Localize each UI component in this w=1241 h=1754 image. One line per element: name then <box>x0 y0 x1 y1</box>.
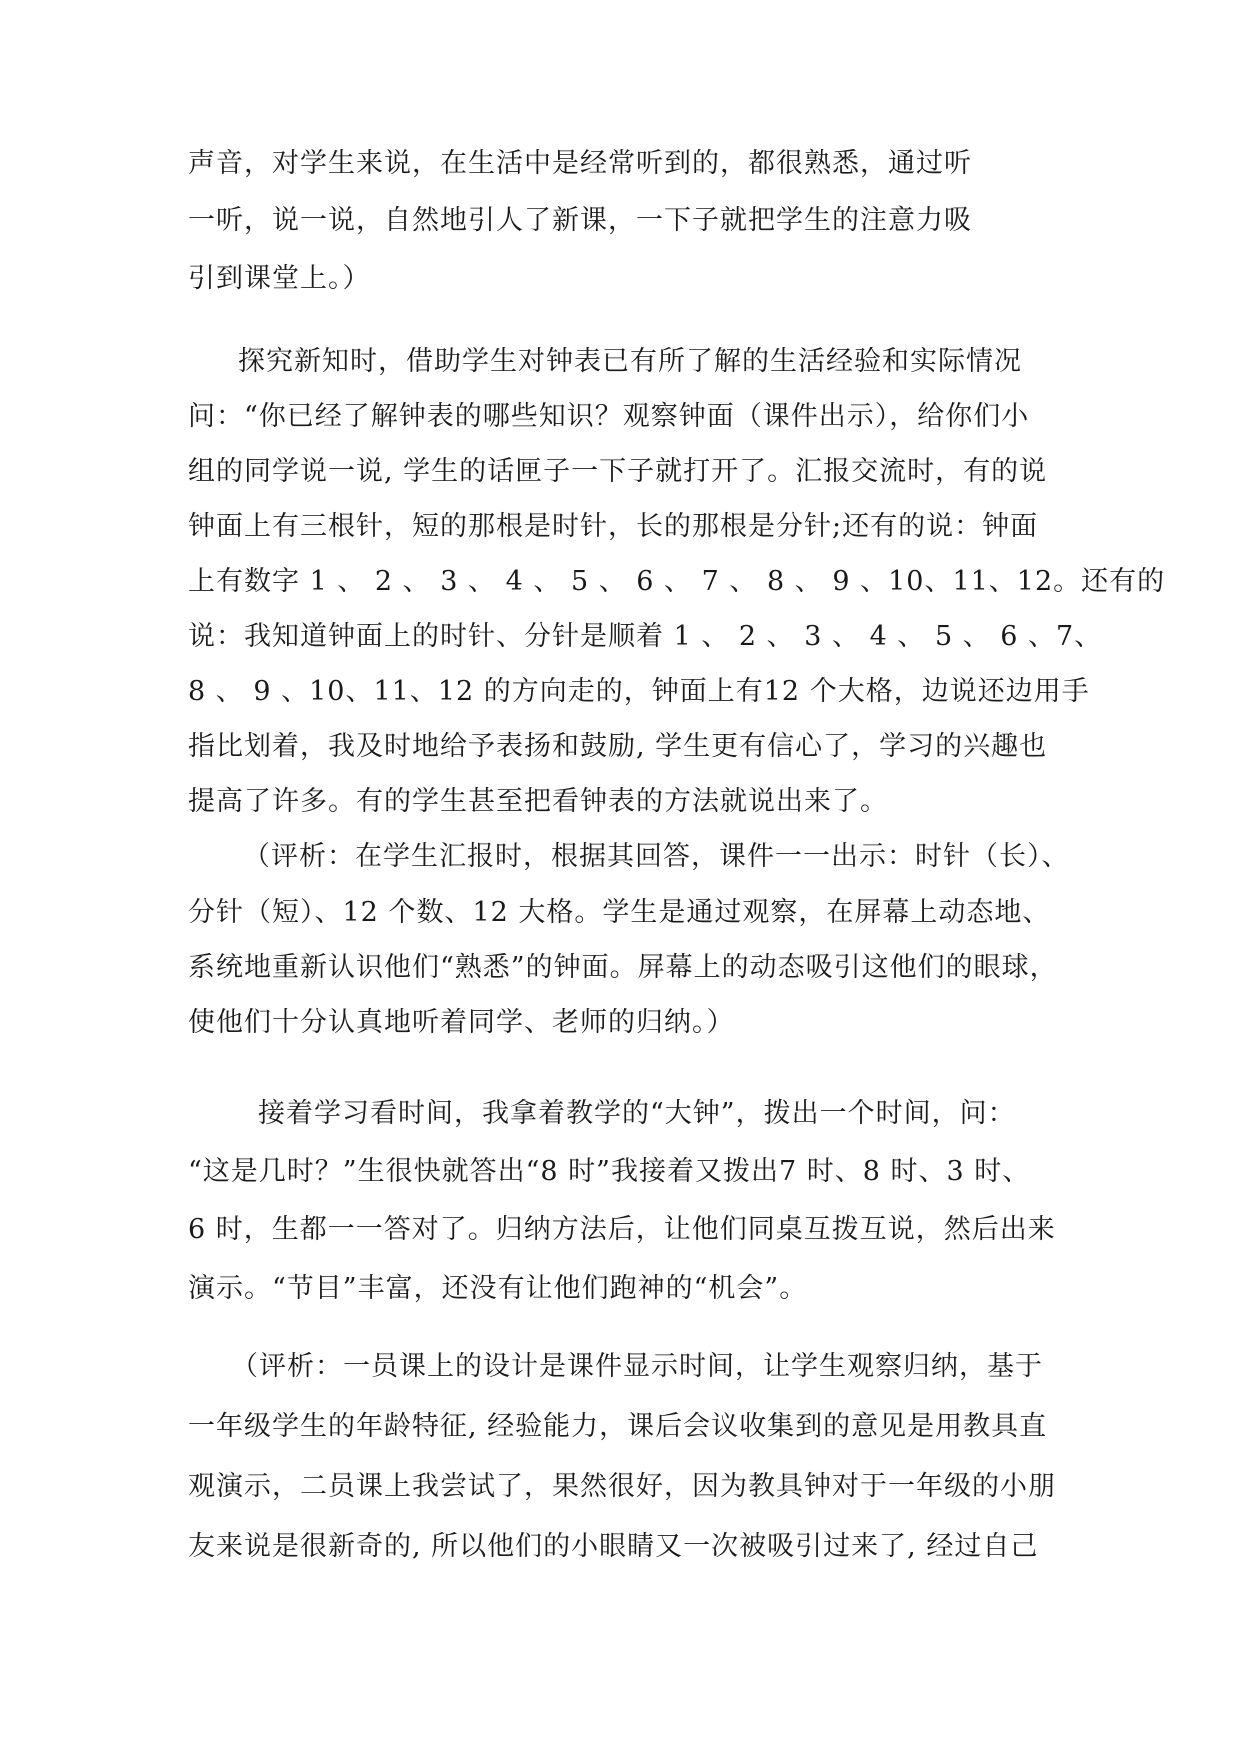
text-line-24: 友来说是很新奇的, 所以他们的小眼睛又一次被吸引过来了, 经过自己 <box>188 1531 1039 1562</box>
text-line-15: 系统地重新认识他们“熟悉”的钟面。屏幕上的动态吸引这他们的眼球， <box>188 952 1058 983</box>
text-line-8: 上有数字 1 、 2 、 3 、 4 、 5 、 6 、 7 、 8 、 9 、10、11、12。还有的 <box>188 566 1166 597</box>
text-line-7: 钟面上有三根针，短的那根是时针，长的那根是分针;还有的说：钟面 <box>188 511 1039 542</box>
text-line-18: “这是几时？”生很快就答出“8 时”我接着又拨出7 时、8 时、3 时、 <box>188 1156 1031 1187</box>
text-line-22: 一年级学生的年龄特征, 经验能力，课后会议收集到的意见是用教具直 <box>188 1411 1048 1442</box>
text-line-9: 说：我知道钟面上的时针、分针是顺着 1 、 2 、 3 、 4 、 5 、 6 、7、 <box>188 621 1103 652</box>
text-line-10: 8 、 9 、10、11、12 的方向走的，钟面上有12 个大格，边说还边用手 <box>188 676 1090 707</box>
text-line-11: 指比划着，我及时地给予表扬和鼓励, 学生更有信心了，学习的兴趣也 <box>188 731 1048 762</box>
text-line-2: 一听，说一说，自然地引人了新课，一下子就把学生的注意力吸 <box>188 205 972 236</box>
text-line-12: 提高了许多。有的学生甚至把看钟表的方法就说出来了。 <box>188 786 888 817</box>
text-line-6: 组的同学说一说, 学生的话匣子一下子就打开了。汇报交流时，有的说 <box>188 456 1048 487</box>
text-line-17: 接着学习看时间，我拿着教学的“大钟”，拨出一个时间，问： <box>258 1098 1016 1129</box>
text-line-16: 使他们十分认真地听着同学、老师的归纳。） <box>188 1007 735 1038</box>
text-line-3: 引到课堂上。） <box>188 263 371 294</box>
text-line-19: 6 时，生都一一答对了。归纳方法后，让他们同桌互拨互说，然后出来 <box>188 1214 1056 1245</box>
text-line-21: （评析：一员课上的设计是课件显示时间，让学生观察归纳，基于 <box>231 1351 1043 1382</box>
text-line-5: 问：“你已经了解钟表的哪些知识？观察钟面（课件出示），给你们小 <box>188 401 1030 432</box>
text-line-4: 探究新知时，借助学生对钟表已有所了解的生活经验和实际情况 <box>238 346 1022 377</box>
text-line-13: （评析：在学生汇报时，根据其回答，课件一一出示：时针（长）、 <box>243 841 1070 872</box>
text-line-14: 分针（短）、12 个数、12 大格。学生是通过观察，在屏幕上动态地、 <box>188 897 1051 928</box>
text-line-20: 演示。“节目”丰富，还没有让他们跑神的“机会”。 <box>188 1273 808 1304</box>
text-line-23: 观演示，二员课上我尝试了，果然很好，因为教具钟对于一年级的小朋 <box>188 1471 1056 1502</box>
text-line-1: 声音，对学生来说，在生活中是经常听到的，都很熟悉，通过听 <box>188 148 972 179</box>
